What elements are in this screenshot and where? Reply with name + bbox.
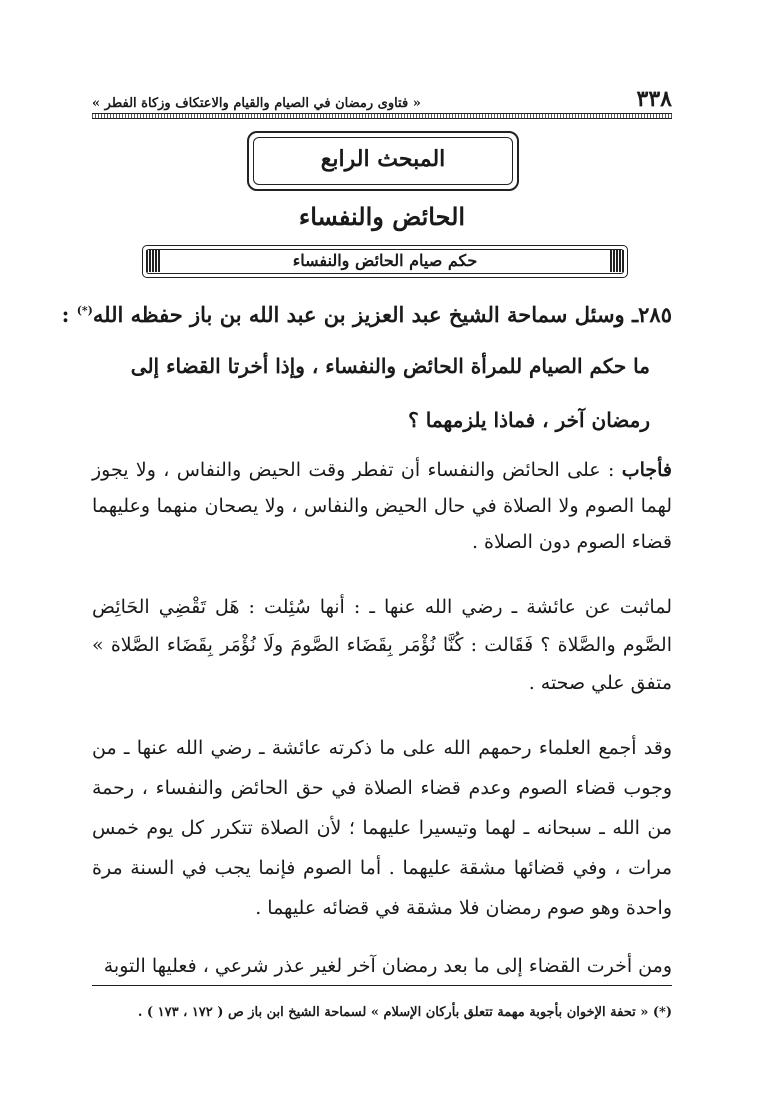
- topic-banner: [142, 245, 628, 278]
- running-header: [92, 78, 672, 110]
- chapter-cartouche: [247, 131, 519, 191]
- chapter-label: المبحث الرابع: [320, 146, 446, 172]
- footnote: (*) « تحفة الإخوان بأجوبة مهمة تتعلق بأركان الإسلام » لسماحة الشيخ ابن باز ص ( ١٧٢ ، ١٧٣ ) .: [137, 1005, 672, 1020]
- answer-lead: فأجاب: [621, 459, 672, 481]
- header-rule: [92, 113, 672, 119]
- page-number: ٣٣٨: [636, 86, 672, 112]
- question-number: ٢٨٥: [638, 302, 672, 327]
- question-intro: [61, 300, 672, 329]
- answer-paragraph-2: لماثبت عن عائشة ـ رضي الله عنها ـ : أنها سُئِلت : هَل تَقْضِي الحَائِض الصَّوم والصَّلاة ؟ فَقَالت : كُنَّا نُؤْمَر بِقَضَاء الصَّومَ ولَا نُؤْمَر بِقَضَاء الصَّلاة » متفق علي صحته .: [92, 596, 672, 694]
- footnote-marker: (*): [76, 304, 93, 317]
- question-intro-end: :: [61, 302, 77, 327]
- footnote-separator: [92, 985, 672, 986]
- answer-paragraph-1: [92, 452, 672, 560]
- running-title: « فتاوى رمضان في الصيام والقيام والاعتكاف وزكاة الفطر »: [92, 96, 421, 111]
- question-intro-text: ـ وسئل سماحة الشيخ عبد العزيز بن عبد الله بن باز حفظه الله: [92, 302, 639, 327]
- answer-p1-text: : على الحائض والنفساء أن تفطر وقت الحيض والنفاس ، ولا يجوز لهما الصوم ولا الصلاة في حال الحيض والنفاس ، ولا يصحان منهما وعليهما قضاء الصوم دون الصلاة .: [92, 459, 672, 553]
- question-block: [61, 300, 672, 447]
- section-title: الحائض والنفساء: [298, 202, 466, 231]
- topic-title: حكم صيام الحائض والنفساء: [292, 251, 478, 270]
- answer-paragraph-3: وقد أجمع العلماء رحمهم الله على ما ذكرته عائشة ـ رضي الله عنها ـ من وجوب قضاء الصوم وعدم قضاء الصلاة في حق الحائض والنفساء ، رحمة من الله ـ سبحانه ـ لهما وتيسيرا عليهما ؛ لأن الصلاة تتكرر كل يوم خمس مرات ، وفي قضائها مشقة عليهما . أما الصوم فإنما يجب في السنة مرة واحدة وهو صوم رمضان فلا مشقة في قضائه عليهما .: [92, 737, 672, 919]
- question-text: ما حكم الصيام للمرأة الحائض والنفساء ، وإذا أخرتا القضاء إلى رمضان آخر ، فماذا يلزمهما ؟: [130, 354, 650, 433]
- answer-paragraph-4: ومن أخرت القضاء إلى ما بعد رمضان آخر لغير عذر شرعي ، فعليها التوبة: [103, 955, 672, 977]
